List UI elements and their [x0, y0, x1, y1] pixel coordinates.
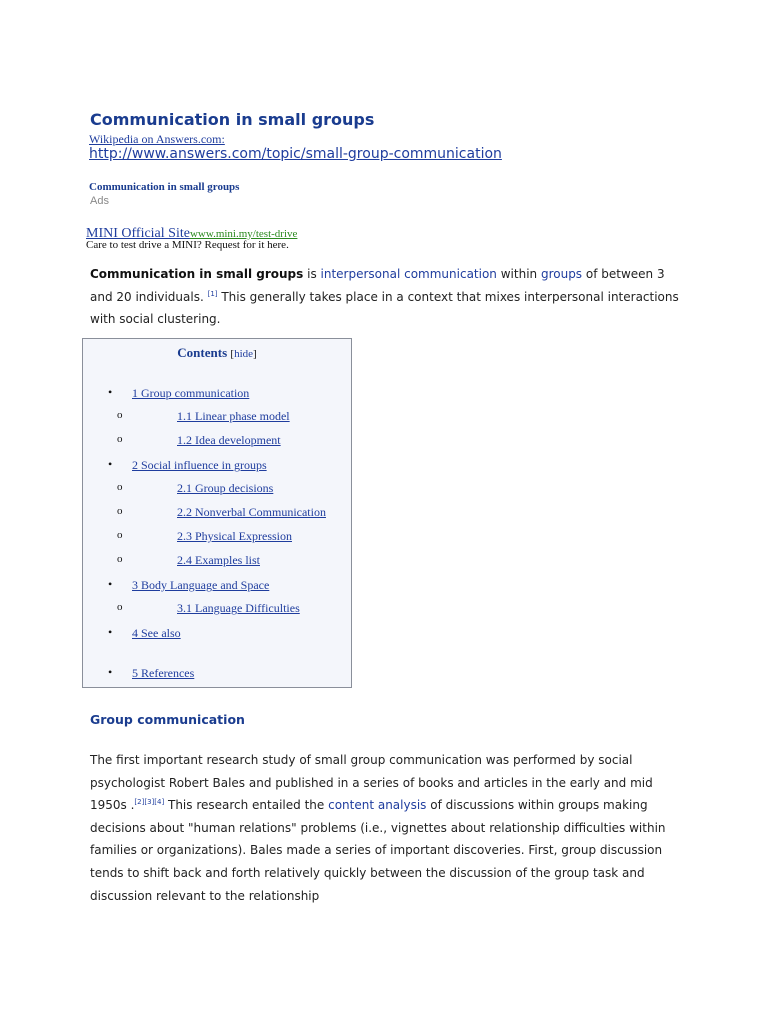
reference-1 — [208, 290, 218, 298]
toc-item — [83, 666, 351, 682]
toc-item — [83, 626, 351, 642]
intro-text-rest2: This generally takes place in a context that mixes interpersonal interactions with social clustering. — [90, 289, 679, 327]
toc-item — [83, 433, 351, 449]
source-url-link[interactable]: http://www.answers.com/topic/small-group-communication — [89, 146, 502, 162]
toc-link-physical-expression[interactable]: 2.3 Physical Expression — [177, 529, 292, 543]
toc-link-language-difficulties[interactable]: 3.1 Language Difficulties — [177, 601, 300, 615]
circle-bullet-icon: o — [117, 553, 123, 565]
toc-link-social-influence[interactable]: 2 Social influence in groups — [132, 458, 267, 472]
groups-link[interactable]: groups — [540, 267, 583, 281]
toc-link-see-also[interactable]: 4 See also — [132, 626, 181, 640]
toc-item — [83, 481, 351, 497]
circle-bullet-icon: o — [117, 481, 123, 493]
body-paragraph — [90, 749, 680, 907]
toc-item — [83, 458, 351, 474]
body-text-c: of discussions within groups making decisions about "human relations" problems (i.e., vignettes about relationship difficulties within families or organizations). Bales made a series of important discoveries. First, group discussion tends to shift back and forth relatively quickly between the discussion of the group task and discussion relevant to the relationship — [90, 798, 666, 903]
page-title: Communication in small groups — [90, 110, 375, 129]
section-heading: Group communication — [90, 712, 245, 727]
bullet-icon: • — [108, 385, 113, 399]
small-heading: Communication in small groups — [89, 181, 240, 193]
toc-item — [83, 578, 351, 594]
source-label-link[interactable]: Wikipedia on Answers.com: — [89, 132, 225, 146]
toc-link-group-decisions[interactable]: 2.1 Group decisions — [177, 481, 274, 495]
table-of-contents — [82, 338, 352, 688]
toc-hide-link[interactable]: hide — [234, 348, 254, 360]
toc-link-nonverbal-communication[interactable]: 2.2 Nonverbal Communication — [177, 505, 326, 519]
toc-link-body-language[interactable]: 3 Body Language and Space — [132, 578, 270, 592]
toc-item — [83, 553, 351, 569]
bullet-icon: • — [108, 577, 113, 591]
toc-link-examples-list[interactable]: 2.4 Examples list — [177, 553, 260, 567]
bullet-icon: • — [108, 457, 113, 471]
toc-link-linear-phase-model[interactable]: 1.1 Linear phase model — [177, 409, 290, 423]
toc-title-text: Contents — [177, 345, 228, 360]
ads-label: Ads — [90, 195, 109, 207]
body-text-a: The first important research study of small group communication was performed by social psychologist Robert Bales and published in a series of books and articles in the early and mid 1950s . — [90, 753, 653, 813]
bullet-icon: • — [108, 665, 113, 679]
toc-item — [83, 505, 351, 521]
intro-term: Communication in small groups — [90, 267, 304, 281]
toc-item — [83, 601, 351, 617]
toc-title — [83, 345, 351, 361]
reference-1-link[interactable]: [1] — [207, 289, 218, 298]
body-text-b: This research entailed the — [164, 798, 329, 813]
ad-description: Care to test drive a MINI? Request for it here. — [86, 239, 289, 251]
circle-bullet-icon: o — [117, 409, 123, 421]
circle-bullet-icon: o — [117, 529, 123, 541]
intro-text-within: within — [496, 267, 541, 281]
reference-2-4 — [134, 798, 164, 806]
intro-text-rest1: of between 3 and 20 individuals. — [90, 267, 665, 304]
content-analysis-link[interactable]: content analysis — [328, 798, 427, 813]
toc-link-idea-development[interactable]: 1.2 Idea development — [177, 433, 281, 447]
toc-link-group-communication[interactable]: 1 Group communication — [132, 386, 250, 400]
toc-item — [83, 409, 351, 425]
toc-item — [83, 386, 351, 402]
interpersonal-communication-link[interactable]: interpersonal communication — [320, 267, 497, 281]
toc-hide-bracket-close: ] — [253, 348, 257, 360]
toc-hide-wrap — [230, 348, 256, 360]
circle-bullet-icon: o — [117, 505, 123, 517]
reference-2-4-link[interactable]: [2][3][4] — [134, 798, 165, 807]
toc-hide-bracket-open: [ — [230, 348, 235, 360]
intro-text-is: is — [303, 267, 321, 281]
bullet-icon: • — [108, 625, 113, 639]
toc-item — [83, 529, 351, 545]
circle-bullet-icon: o — [117, 433, 123, 445]
circle-bullet-icon: o — [117, 601, 123, 613]
intro-paragraph — [90, 263, 680, 331]
ad-url-link[interactable]: www.mini.my/test-drive — [189, 228, 298, 240]
toc-link-references[interactable]: 5 References — [132, 666, 195, 680]
ad-title-link[interactable]: MINI Official Site — [86, 226, 190, 241]
